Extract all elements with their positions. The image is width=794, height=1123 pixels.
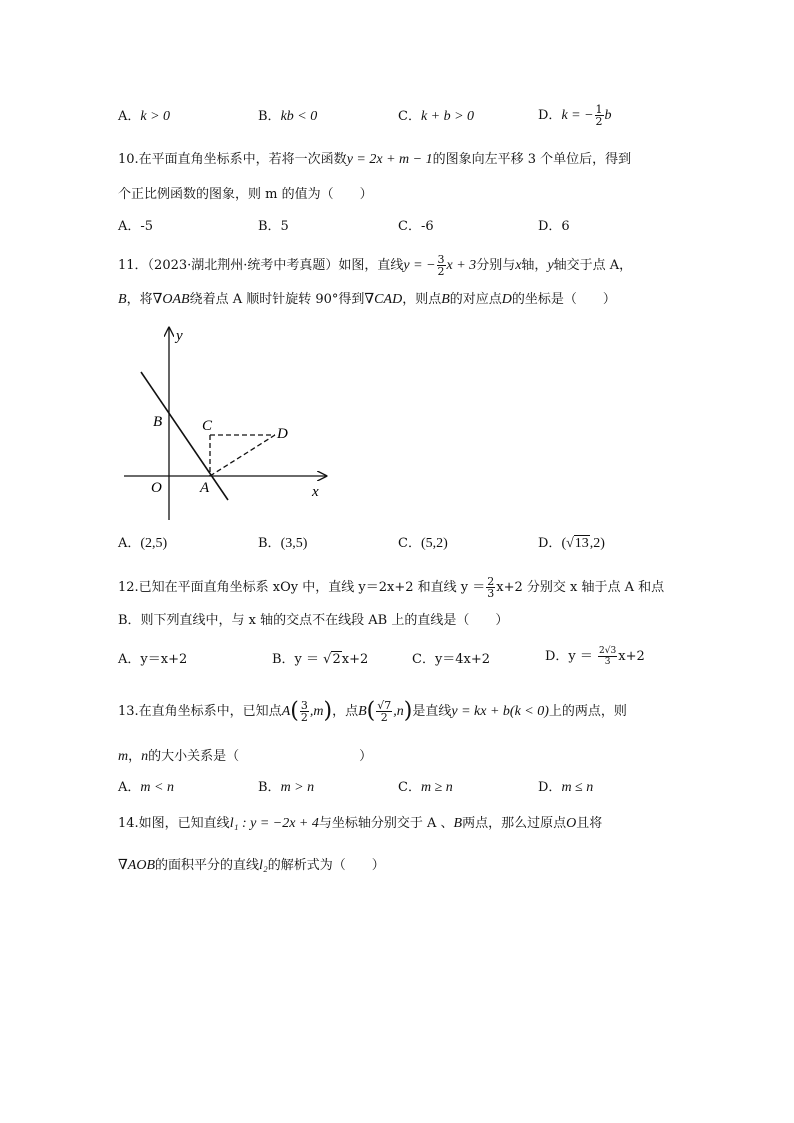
option-label: A． [118,536,141,551]
triangle-cad: ∇CAD [364,292,403,307]
q12-stem-line2: B．则下列直线中，与 x 轴的交点不在线段 AB 上的直线是（ ） [118,613,509,628]
q9-option-c [398,107,474,127]
q9-option-b [258,107,317,127]
frac-den: 2 [595,115,603,128]
frac-den: 2 [380,711,388,724]
option-expr: m < n [140,780,174,795]
segment-ad [210,435,275,476]
q10-option-d: D．6 [538,219,570,234]
q11-prefix: 11．（2023·湖北荆州·统考中考真题）如图，直线 [118,258,404,273]
option-expr: (2,5) [140,536,168,551]
frac-num: 1 [595,103,603,116]
frac-num: 2 [487,575,495,588]
option-pre: B．y ＝ [272,652,324,667]
q11-eq-post: x + 3 [446,258,477,273]
q10-option-b: B．5 [258,219,289,234]
option-expr: k + b > 0 [420,109,475,124]
point-d: D [501,292,512,307]
text: ） [359,749,373,764]
q12-stem-line1 [118,576,664,599]
frac-num: √7 [377,699,392,712]
q13-option-b [258,778,314,798]
q11-b: B [118,292,127,307]
option-label: B． [258,536,281,551]
q10-option-c: C．-6 [398,219,434,234]
label-d: D [277,426,288,442]
q12-option-c: C．y＝4x+2 [412,652,491,667]
q10-prefix: 10.在平面直角坐标系中，若将一次函数 [118,152,347,167]
q9-option-d [538,104,612,127]
label-y: y [176,328,183,344]
q11-x: x [515,258,522,273]
option-label: B． [258,109,281,124]
q13-stem-line2 [118,747,372,767]
option-label: C． [398,780,421,795]
text: ， [128,749,142,764]
option-expr-pre: k = − [561,108,594,123]
q12-prefix: 12.已知在平面直角坐标系 xOy 中，直线 y＝2x+2 和直线 y ＝ [118,580,486,595]
text: 上的两点，则 [548,704,627,719]
frac-num: 2√3 [599,646,617,656]
fraction [598,646,617,667]
q14-stem-line2 [118,856,385,876]
frac-den: 3 [487,587,495,600]
fraction [437,254,446,277]
text: 的面积平分的直线 [155,858,260,873]
condition: (k < 0) [509,704,549,719]
q12-option-a: A．y＝x+2 [118,652,188,667]
q11-mid3: 轴交于点 A， [553,258,633,273]
text: ，将 [126,292,153,307]
frac-num: 3 [437,253,445,266]
frac-den: 2 [437,265,445,278]
label-b: B [153,414,163,430]
q11-option-a [118,534,167,554]
var-m: m [118,749,129,764]
q10-stem-line2: 个正比例函数的图象，则 m 的值为（ ） [118,187,373,202]
q10-suffix: 的图象向左平移 3 个单位后，得到 [432,152,632,167]
q13-prefix: 13.在直角坐标系中，已知点 [118,704,282,719]
line-eq: y = kx + b [451,704,510,719]
label-c: C [202,418,213,434]
sqrt-13: 13 [574,536,589,551]
text: 的对应点 [449,292,502,307]
option-expr-pre: ( [561,536,567,551]
option-label: D． [538,536,562,551]
frac-num: 3 [300,699,308,712]
point-b: B [441,292,450,307]
frac-den: 2 [300,711,308,724]
option-label: C． [398,109,421,124]
point-a: A [281,704,291,719]
text: 且将 [576,816,603,831]
text: 两点，那么过原点 [462,816,567,831]
label-x: x [312,484,319,500]
option-expr-post: b [604,108,612,123]
option-label: C． [398,536,421,551]
label-a: A [200,480,210,496]
q14-stem-line1 [118,814,602,834]
point-b: B [358,704,367,719]
option-label: A． [118,780,141,795]
fraction [486,576,495,599]
q12-option-d [545,646,645,667]
q12-option-b: B．y ＝ √2x+2 [272,652,369,667]
fraction [376,700,392,723]
q11-stem-line1 [118,254,632,277]
option-expr: m > n [280,780,315,795]
q13-option-c [398,778,453,798]
option-expr: (3,5) [280,536,308,551]
q11-mid1: 分别与 [476,258,516,273]
q10-stem-line1 [118,150,631,170]
text: ，点 [332,704,359,719]
text: 绕着点 A 顺时针旋转 90°得到 [189,292,365,307]
text: 的解析式为（ ） [267,858,385,873]
option-expr-post: ,2) [589,536,605,551]
option-label: D． [538,780,562,795]
label-o: O [151,480,162,496]
option-expr: k > 0 [140,109,171,124]
option-expr: m ≤ n [561,780,594,795]
coord-a: ,m [309,704,324,719]
fraction [300,700,309,723]
q14-prefix: 14.如图，已知直线 [118,816,230,831]
line-l1: l₁ : y = −2x + 4 [229,816,319,831]
option-label: A． [118,109,141,124]
option-expr: (5,2) [420,536,448,551]
triangle-oab: ∇OAB [152,292,190,307]
text: 的坐标是（ ） [511,292,616,307]
q11-option-c [398,534,448,554]
q11-figure [118,320,338,525]
option-post: x+2 [618,649,645,664]
q10-option-a: A．-5 [118,219,154,234]
coord-b: ,n [393,704,404,719]
triangle-aob: ∇AOB [118,858,155,873]
q13-option-d [538,778,593,798]
q11-option-b [258,534,307,554]
q11-mid2: 轴， [521,258,548,273]
option-pre: D．y ＝ [545,649,598,664]
q13-option-a [118,778,174,798]
line-l2: l₂ [259,858,268,873]
q13-stem-line1: 13.在直角坐标系中，已知点A( $\frac{3}{2}$ ,m)，点B( $\frac{√7}{2}$ ,n)是直线y = kx + b(k < 0)上的两点，则 [118,698,627,724]
option-expr: kb < 0 [280,109,318,124]
text: 是直线 [412,704,452,719]
q12-suffix: x+2 分别交 x 轴于点 A 和点 [496,580,665,595]
sqrt-2: 2 [332,652,341,667]
q11-eq-pre: y = − [403,258,436,273]
option-label: B． [258,780,281,795]
point-b: B [453,816,463,831]
text: ，则点 [402,292,442,307]
option-label: D． [538,108,562,123]
q11-option-d: D．(√13,2) [538,536,605,551]
point-o: O [566,816,577,831]
q10-formula: y = 2x + m − 1 [346,152,433,167]
var-n: n [141,749,149,764]
frac-den: 3 [604,657,611,667]
option-expr: m ≥ n [420,780,453,795]
option-post: x+2 [341,652,369,667]
text: 与坐标轴分别交于 A 、 [318,816,454,831]
text: 的大小关系是（ [148,749,240,764]
q11-y: y [547,258,554,273]
q11-stem-line2 [118,290,616,310]
q9-option-a [118,107,170,127]
fraction [595,104,604,127]
